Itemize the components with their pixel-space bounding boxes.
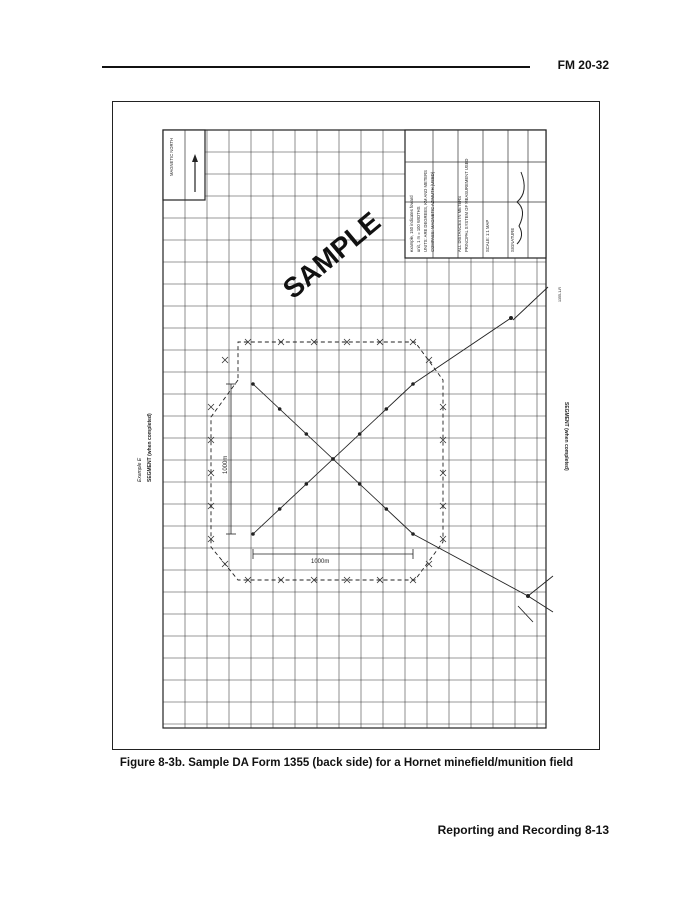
header-rule [102, 66, 530, 68]
mine-point [305, 482, 309, 486]
mine-point [385, 507, 389, 511]
mine-point [278, 407, 282, 411]
dim-label-vertical: 1000m [223, 455, 229, 474]
title-block-line: example, 150 indicates foward [409, 195, 414, 252]
title-block-line: unit, 1 m = 100 WIDTHS [416, 206, 421, 252]
title-block [405, 130, 562, 302]
left-segment-label: SEGMENT (when completed) [147, 413, 153, 482]
mine-point [251, 532, 255, 536]
mine-point [358, 482, 362, 486]
fence-markers [208, 339, 446, 583]
mine-point [278, 507, 282, 511]
mine-point [411, 382, 415, 386]
reference-point-2 [526, 594, 530, 598]
perimeter-fence [211, 342, 443, 580]
mine-point [411, 532, 415, 536]
mine-point [251, 382, 255, 386]
title-block-line: ALL DISTANCES IN METERS [457, 195, 462, 252]
mine-point [305, 432, 309, 436]
title-block-line: COMPASS: MAGNETIC AZIMUTH (USED) [430, 171, 435, 252]
right-segment-label: SEGMENT (when completed) [563, 402, 569, 471]
left-handwritten-label: Example E [137, 457, 143, 482]
figure-caption: Figure 8-3b. Sample DA Form 1355 (back side) for a Hornet minefield/munition field [119, 757, 574, 769]
magnetic-north-label: MAGNETIC NORTH [169, 137, 174, 176]
mine-point [358, 432, 362, 436]
mine-point [331, 457, 335, 461]
sample-watermark: SAMPLE [276, 205, 387, 305]
title-block-line: PRINCIPAL SYSTEM OF MEASUREMENT USED [464, 158, 469, 252]
form-figure [112, 101, 600, 750]
page-footer: Reporting and Recording 8-13 [437, 823, 609, 837]
reference-point-1 [509, 316, 513, 320]
terrain-line [513, 287, 548, 320]
document-id: FM 20-32 [557, 58, 609, 72]
title-block-line: UNITS: ARE DEGREES, KM AND METERS [423, 170, 428, 252]
terrain-feature [518, 576, 553, 622]
dim-label-horizontal: 1000m [311, 559, 330, 565]
form-code: 1355-1-R [558, 287, 562, 302]
minefield-layout [211, 287, 553, 622]
da-form-1355-back [113, 102, 598, 748]
title-block-line: SIGNATURE [510, 227, 515, 252]
mine-point [385, 407, 389, 411]
magnetic-north-box [163, 130, 205, 200]
title-block-line: SCALE: 1:1 MAP [485, 219, 490, 252]
